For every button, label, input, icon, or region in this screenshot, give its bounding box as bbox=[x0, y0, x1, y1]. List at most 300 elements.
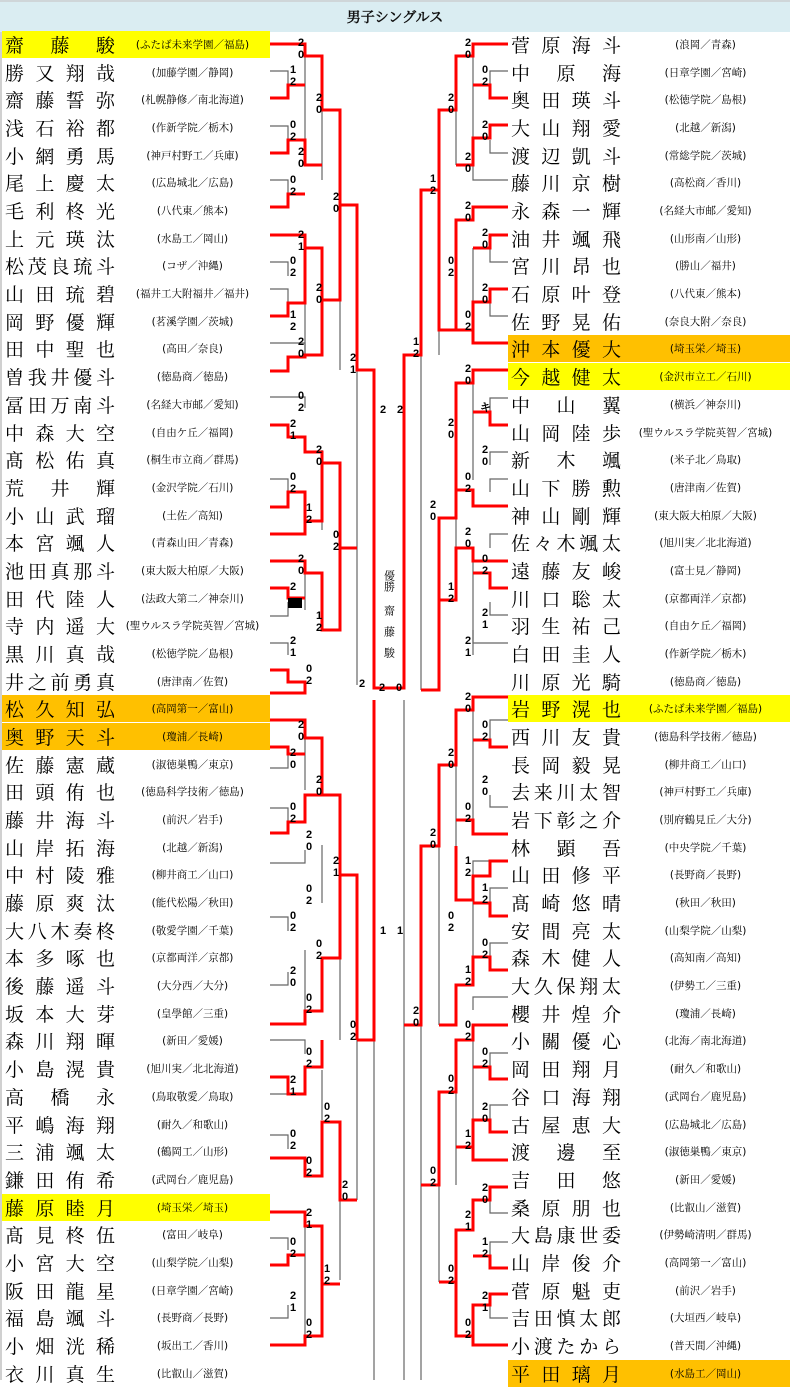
player-name-char: 哉 bbox=[95, 643, 115, 666]
player-name-char: 晴 bbox=[601, 893, 621, 916]
player-school: (法政大第二／神奈川) bbox=[141, 592, 244, 605]
player-name-char: 佐 bbox=[511, 311, 531, 334]
player-name-char: 友 bbox=[571, 727, 591, 749]
player-name-char: 山 bbox=[35, 505, 55, 528]
player-name-char: 吉 bbox=[511, 1169, 531, 1192]
player-name-char: 樹 bbox=[601, 173, 621, 196]
match-score: 2 bbox=[464, 976, 472, 988]
match-score: 2 bbox=[315, 950, 323, 962]
player-name-char: 飛 bbox=[601, 228, 621, 251]
player-name-char: 西 bbox=[511, 727, 531, 749]
player-name-char: 海 bbox=[571, 35, 591, 57]
player-name-char: 斗 bbox=[95, 1308, 115, 1331]
player-school: (山梨学院／山梨) bbox=[664, 924, 747, 937]
player-name-char: 石 bbox=[35, 118, 55, 141]
match-score: 2 bbox=[289, 965, 297, 977]
player-school: (長野商／長野) bbox=[669, 869, 742, 882]
match-score: 2 bbox=[481, 949, 489, 961]
player-name-char: 雅 bbox=[95, 865, 115, 888]
player-name-char: 橋 bbox=[50, 1086, 70, 1109]
match-score: 2 bbox=[289, 1074, 297, 1086]
match-score: 1 bbox=[305, 1219, 313, 1231]
match-score: 0 bbox=[481, 1194, 489, 1206]
match-score: 0 bbox=[447, 910, 455, 922]
player-name-char: 井 bbox=[50, 477, 70, 500]
player-name-char: 木 bbox=[556, 533, 576, 556]
match-score: 2 bbox=[464, 1209, 472, 1221]
match-score: 1 bbox=[289, 1086, 297, 1098]
match-score: 1 bbox=[289, 1302, 297, 1314]
player-name-char: 井 bbox=[5, 671, 25, 694]
player-name-char: 颯 bbox=[65, 1142, 85, 1165]
player-name-char: 平 bbox=[5, 1114, 25, 1137]
player-school: (敬愛学園／千葉) bbox=[151, 924, 234, 937]
player-school: (富田／岐阜) bbox=[162, 1229, 223, 1242]
player-name-char: 曽 bbox=[5, 367, 25, 390]
player-name-char: 毅 bbox=[571, 754, 591, 777]
player-school: (徳島商／徳島) bbox=[156, 371, 229, 384]
match-score: 0 bbox=[323, 1101, 331, 1113]
player-name-char: 貴 bbox=[95, 1059, 115, 1082]
player-school: (坂出工／香川) bbox=[156, 1339, 229, 1352]
match-score: 0 bbox=[464, 375, 472, 387]
player-name-char: 小 bbox=[5, 1335, 25, 1358]
player-name-char: 小 bbox=[5, 1252, 25, 1275]
player-name-char: 前 bbox=[50, 671, 70, 694]
match-score: 2 bbox=[289, 1248, 297, 1260]
player-name-char: 馬 bbox=[95, 145, 115, 168]
player-name-char: 頭 bbox=[35, 782, 55, 805]
match-score: 0 bbox=[305, 1317, 313, 1329]
player-school: (金沢市立工／石川) bbox=[659, 371, 752, 384]
player-name-char: 永 bbox=[95, 1086, 115, 1109]
match-score: 2 bbox=[297, 402, 305, 414]
player-name-char: 海 bbox=[65, 1114, 85, 1137]
player-school: (茗溪学園／茨城) bbox=[151, 315, 234, 328]
player-name-char: 野 bbox=[541, 699, 561, 722]
player-name-char: 高 bbox=[5, 1086, 25, 1109]
player-name-char: 月 bbox=[95, 1197, 115, 1220]
player-school: (鶴岡工／山形) bbox=[156, 1146, 229, 1159]
player-name-char: 村 bbox=[35, 865, 55, 888]
player-name-char: 鎌 bbox=[5, 1169, 25, 1192]
match-score: 2 bbox=[332, 855, 340, 867]
match-score: 0 bbox=[297, 348, 305, 360]
player-name-char: 健 bbox=[571, 367, 591, 390]
player-school: (別府鶴見丘／大分) bbox=[659, 814, 752, 827]
player-school: (水島工／岡山) bbox=[156, 232, 229, 245]
match-score: 2 bbox=[289, 922, 297, 934]
player-name-char: 田 bbox=[35, 1169, 55, 1192]
player-name-char: 侑 bbox=[65, 782, 85, 805]
player-name-char: 田 bbox=[541, 865, 561, 888]
player-name-char: 々 bbox=[533, 533, 553, 556]
match-score: 2 bbox=[305, 1004, 313, 1016]
player-name-char: 昂 bbox=[571, 256, 591, 279]
match-score: 2 bbox=[305, 1167, 313, 1179]
player-name-char: 神 bbox=[511, 505, 531, 528]
player-school: (八代東／熊本) bbox=[156, 205, 229, 218]
player-name-char: 代 bbox=[35, 588, 55, 611]
player-name-char: 之 bbox=[27, 671, 47, 694]
player-name-char: 空 bbox=[95, 1252, 115, 1275]
player-name-char: 齋 bbox=[5, 90, 25, 113]
player-name-char: 斗 bbox=[95, 976, 115, 999]
player-name-char: 川 bbox=[541, 727, 561, 749]
player-school: (前沢／岩手) bbox=[675, 1284, 736, 1297]
player-name-char: 也 bbox=[95, 782, 115, 805]
player-name-char: 稀 bbox=[95, 1335, 115, 1358]
player-name-char: 原 bbox=[541, 1280, 561, 1303]
player-name-char: 原 bbox=[541, 35, 561, 57]
player-name-char: 藤 bbox=[541, 560, 561, 583]
player-name-char: 川 bbox=[541, 173, 561, 196]
player-school: (京都両洋／京都) bbox=[664, 592, 747, 605]
player-name-char: 郎 bbox=[601, 1308, 621, 1331]
player-name-char: 大 bbox=[511, 976, 531, 999]
player-school: (徳島科学技術／徳島) bbox=[141, 786, 244, 799]
player-name-char: 元 bbox=[35, 228, 55, 251]
player-name-char: 齋 bbox=[5, 35, 25, 57]
semi-score-bottom-right: 1 bbox=[397, 925, 404, 937]
player-school: (広島城北／広島) bbox=[664, 1118, 747, 1131]
player-name-char: 芽 bbox=[95, 1003, 115, 1026]
player-name-char: 中 bbox=[511, 62, 531, 85]
player-name-char: 山 bbox=[511, 477, 531, 500]
player-name-char: 中 bbox=[5, 865, 25, 888]
player-name-char: 真 bbox=[95, 450, 115, 473]
match-score: 2 bbox=[464, 526, 472, 538]
player-school: (徳島科学技術／徳島) bbox=[654, 731, 757, 743]
player-name-char: 佐 bbox=[511, 533, 531, 556]
player-name-char: 歩 bbox=[601, 422, 621, 445]
player-name-char: 京 bbox=[571, 173, 591, 196]
player-name-char: 大 bbox=[511, 1225, 531, 1248]
player-name-char: 翔 bbox=[571, 118, 591, 141]
player-school: (作新学院／栃木) bbox=[664, 647, 747, 660]
player-school: (ふたば未来学園／福島) bbox=[135, 39, 250, 51]
player-name-char: 裕 bbox=[65, 118, 85, 141]
player-name-char: 介 bbox=[601, 1003, 621, 1026]
player-name-char: 佐 bbox=[5, 754, 25, 777]
match-score: 0 bbox=[305, 992, 313, 1004]
player-name-char: 太 bbox=[579, 1308, 599, 1331]
player-name-char: 吉 bbox=[511, 1308, 531, 1331]
player-name-char: 藤 bbox=[5, 1197, 25, 1220]
player-name-char: 光 bbox=[95, 201, 115, 224]
player-name-char: 太 bbox=[601, 367, 621, 390]
player-name-char: 剛 bbox=[571, 505, 591, 528]
player-school: (東大阪大柏原／大阪) bbox=[654, 509, 757, 522]
player-name-char: 渡 bbox=[533, 1335, 553, 1358]
player-name-char: 世 bbox=[579, 1225, 599, 1248]
match-score: 2 bbox=[358, 678, 366, 690]
match-score: 0 bbox=[481, 131, 489, 143]
match-score: 2 bbox=[429, 499, 437, 511]
right-bracket-red bbox=[391, 44, 508, 1345]
match-score: 0 bbox=[481, 239, 489, 251]
player-name-char: 太 bbox=[601, 533, 621, 556]
player-name-char: 森 bbox=[5, 1031, 25, 1054]
player-name-char: 野 bbox=[35, 727, 55, 749]
match-score: 2 bbox=[464, 321, 472, 333]
player-school: (名経大市邮／愛知) bbox=[146, 398, 239, 411]
player-name-char: 去 bbox=[511, 782, 531, 805]
player-school: (松徳学院／島根) bbox=[151, 647, 234, 660]
match-score: 2 bbox=[305, 1329, 313, 1341]
player-name-char: 越 bbox=[541, 367, 561, 390]
match-score: 2 bbox=[332, 541, 340, 553]
player-school: (唐津南／佐賀) bbox=[669, 481, 742, 494]
player-name-char: 木 bbox=[50, 920, 70, 943]
player-name-char: 又 bbox=[35, 62, 55, 85]
champion-label bbox=[381, 570, 397, 592]
player-name-char: 翔 bbox=[601, 1086, 621, 1109]
match-score: 2 bbox=[305, 1058, 313, 1070]
player-school: (勝山／福井) bbox=[675, 260, 736, 273]
player-name-char: 貴 bbox=[601, 727, 621, 749]
walkover-marker bbox=[288, 598, 302, 608]
player-name-char: 間 bbox=[541, 920, 561, 943]
player-name-char: 弥 bbox=[95, 90, 115, 113]
player-name-char: 優 bbox=[65, 311, 85, 334]
player-name-char: 聡 bbox=[571, 588, 591, 611]
player-name-char: 川 bbox=[541, 256, 561, 279]
player-name-char: 小 bbox=[5, 145, 25, 168]
player-school: (広島城北／広島) bbox=[151, 177, 234, 190]
player-name-char: 浅 bbox=[5, 118, 25, 141]
match-score: 2 bbox=[481, 1058, 489, 1070]
player-name-char: 池 bbox=[5, 560, 25, 583]
match-score: 2 bbox=[332, 191, 340, 203]
player-school: (ふたば未来学園／福島) bbox=[648, 703, 763, 716]
player-name-char: 山 bbox=[541, 118, 561, 141]
player-name-char: 万 bbox=[50, 394, 70, 417]
player-name-char: 今 bbox=[511, 367, 531, 390]
player-name-char: 田 bbox=[541, 643, 561, 666]
match-score: 0 bbox=[297, 731, 305, 743]
match-score: 2 bbox=[297, 336, 305, 348]
player-name-char: 爽 bbox=[65, 893, 85, 916]
player-school: (柳井商工／山口) bbox=[151, 869, 234, 882]
player-name-char: 山 bbox=[5, 284, 25, 307]
player-name-char: 屋 bbox=[541, 1114, 561, 1137]
player-name-char: 上 bbox=[35, 173, 55, 196]
player-name-char: 也 bbox=[601, 256, 621, 279]
player-name-char: 平 bbox=[511, 1363, 531, 1386]
player-name-char: 圭 bbox=[571, 643, 591, 666]
player-name-char: 山 bbox=[5, 837, 25, 860]
player-name-char: 海 bbox=[65, 810, 85, 833]
player-name-char: 田 bbox=[27, 394, 47, 417]
match-score: 2 bbox=[447, 922, 455, 934]
player-school: (淑徳巣鴨／東京) bbox=[664, 1146, 747, 1159]
player-school: (聖ウルスラ学院英智／宮城) bbox=[125, 620, 260, 633]
player-name-char: 武 bbox=[65, 505, 85, 528]
match-score: 0 bbox=[481, 64, 489, 76]
player-school: (伊勢崎清明／群馬) bbox=[659, 1229, 752, 1242]
match-score: 1 bbox=[289, 430, 297, 442]
player-name-char: 茂 bbox=[27, 256, 47, 279]
match-score: 2 bbox=[481, 894, 489, 906]
player-name-char: 彰 bbox=[556, 810, 576, 833]
match-score: 2 bbox=[305, 514, 313, 526]
player-name-char: 魁 bbox=[571, 1280, 591, 1303]
player-name-char: 岸 bbox=[35, 837, 55, 860]
player-name-char: 都 bbox=[95, 118, 115, 141]
player-name-char: 太 bbox=[95, 173, 115, 196]
player-school: (埼玉栄／埼玉) bbox=[156, 1201, 229, 1214]
player-name-char: 健 bbox=[571, 948, 591, 971]
match-score: 0 bbox=[429, 1165, 437, 1177]
player-name-char: 田 bbox=[541, 90, 561, 113]
match-score: 2 bbox=[464, 867, 472, 879]
player-name-char: 田 bbox=[541, 1363, 561, 1386]
player-name-char: 颯 bbox=[571, 228, 591, 251]
player-name-char: 中 bbox=[5, 422, 25, 445]
player-name-char: 汰 bbox=[95, 228, 115, 251]
player-name-char: 藤 bbox=[511, 173, 531, 196]
player-name-char: 祐 bbox=[571, 616, 591, 639]
player-name-char: 翔 bbox=[579, 976, 599, 999]
player-school: (米子北／鳥取) bbox=[669, 454, 742, 467]
player-school: (新田／愛媛) bbox=[162, 1035, 223, 1048]
player-name-char: 斗 bbox=[601, 90, 621, 113]
player-name-char: 後 bbox=[5, 976, 25, 999]
match-score: 2 bbox=[315, 622, 323, 634]
player-name-char: 多 bbox=[35, 948, 55, 971]
player-name-char: 翔 bbox=[65, 1031, 85, 1054]
champion-name-text: 齋藤駿 bbox=[382, 605, 396, 668]
match-score: 2 bbox=[289, 483, 297, 495]
player-name-char: 久 bbox=[533, 976, 553, 999]
player-name-char: 本 bbox=[5, 948, 25, 971]
match-score: 2 bbox=[305, 1207, 313, 1219]
player-name-char: 川 bbox=[556, 782, 576, 805]
player-name-char: 那 bbox=[73, 560, 93, 583]
match-score: 2 bbox=[481, 731, 489, 743]
semi-score-top-left: 2 bbox=[380, 404, 387, 416]
player-name-char: 井 bbox=[541, 228, 561, 251]
player-name-char: 大 bbox=[601, 339, 621, 362]
match-score: 0 bbox=[464, 538, 472, 550]
player-name-char: 衣 bbox=[5, 1363, 25, 1386]
player-name-char: 網 bbox=[35, 145, 55, 168]
player-name-char: 林 bbox=[511, 837, 531, 860]
match-score: 1 bbox=[464, 1128, 472, 1140]
match-score: 1 bbox=[481, 1302, 489, 1314]
player-name-char: 翔 bbox=[95, 1114, 115, 1137]
player-name-char: 島 bbox=[533, 1225, 553, 1248]
player-name-char: 大 bbox=[65, 422, 85, 445]
player-name-char: 上 bbox=[5, 228, 25, 251]
match-score: 2 bbox=[315, 282, 323, 294]
player-school: (高田／奈良) bbox=[162, 343, 223, 356]
match-score: 2 bbox=[481, 607, 489, 619]
match-score: 0 bbox=[297, 49, 305, 61]
player-name-char: 斗 bbox=[95, 256, 115, 279]
player-name-char: ら bbox=[601, 1335, 621, 1358]
player-name-char: 下 bbox=[541, 477, 561, 500]
player-name-char: 亮 bbox=[571, 920, 591, 943]
player-name-char: 松 bbox=[35, 450, 55, 473]
champion-label-text: 優勝 bbox=[382, 570, 396, 592]
player-name-char: 陸 bbox=[65, 588, 85, 611]
player-name-char: 山 bbox=[511, 865, 531, 888]
player-school: (青森山田／青森) bbox=[151, 537, 234, 550]
player-school: (浪岡／青森) bbox=[675, 39, 736, 51]
player-name-char: た bbox=[556, 1335, 576, 1358]
match-score: 2 bbox=[341, 1179, 349, 1191]
match-score: 0 bbox=[315, 786, 323, 798]
match-score: 0 bbox=[464, 309, 472, 321]
player-name-char: 優 bbox=[571, 339, 591, 362]
match-score: 2 bbox=[315, 92, 323, 104]
match-score: 2 bbox=[297, 719, 305, 731]
player-name-char: 也 bbox=[601, 699, 621, 722]
player-name-char: 真 bbox=[65, 643, 85, 666]
player-name-char: 柊 bbox=[65, 1225, 85, 1248]
match-score: 1 bbox=[464, 964, 472, 976]
player-name-char: 修 bbox=[571, 865, 591, 888]
player-name-char: 也 bbox=[95, 948, 115, 971]
player-name-char: 太 bbox=[601, 588, 621, 611]
match-score: 1 bbox=[481, 1236, 489, 1248]
match-score: 1 bbox=[315, 610, 323, 622]
player-name-char: 崎 bbox=[541, 893, 561, 916]
match-score: 2 bbox=[297, 229, 305, 241]
match-score: 2 bbox=[447, 1275, 455, 1287]
match-score: 2 bbox=[481, 444, 489, 456]
match-score: 0 bbox=[429, 511, 437, 523]
player-name-char: 田 bbox=[556, 1169, 576, 1192]
player-name-char: 福 bbox=[5, 1308, 25, 1331]
player-name-char: 颯 bbox=[579, 533, 599, 556]
player-school: (名経大市邮／愛知) bbox=[659, 205, 752, 218]
player-school: (柳井商工／山口) bbox=[664, 758, 747, 771]
player-name-char: 斗 bbox=[95, 727, 115, 749]
player-name-char: 叶 bbox=[571, 284, 591, 307]
match-score: 0 bbox=[289, 910, 297, 922]
player-school: (埼玉栄／埼玉) bbox=[669, 343, 742, 356]
player-name-char: 利 bbox=[35, 201, 55, 224]
semi-score-top-right: 2 bbox=[397, 404, 404, 416]
player-name-char: 星 bbox=[95, 1280, 115, 1303]
player-name-char: 八 bbox=[27, 920, 47, 943]
player-name-char: 月 bbox=[601, 1059, 621, 1082]
match-score: 0 bbox=[481, 1046, 489, 1058]
player-school: (唐津南／佐賀) bbox=[156, 675, 229, 688]
match-score: 0 bbox=[464, 212, 472, 224]
player-name-char: 原 bbox=[541, 284, 561, 307]
player-name-char: 長 bbox=[511, 754, 531, 777]
match-score: 0 bbox=[315, 456, 323, 468]
match-score: 0 bbox=[289, 471, 297, 483]
match-score: 1 bbox=[289, 647, 297, 659]
match-score: 0 bbox=[289, 801, 297, 813]
player-name-char: 優 bbox=[571, 1031, 591, 1054]
player-name-char: 中 bbox=[35, 339, 55, 362]
player-name-char: 本 bbox=[541, 339, 561, 362]
player-name-char: 心 bbox=[601, 1031, 621, 1054]
player-name-char: 山 bbox=[556, 394, 576, 417]
player-name-char: 大 bbox=[65, 1252, 85, 1275]
player-name-char: 人 bbox=[95, 588, 115, 611]
player-school: (奈良大附／奈良) bbox=[664, 315, 747, 328]
player-name-char: 原 bbox=[35, 1197, 55, 1220]
player-name-char: 畑 bbox=[35, 1335, 55, 1358]
champion-name bbox=[381, 605, 397, 668]
